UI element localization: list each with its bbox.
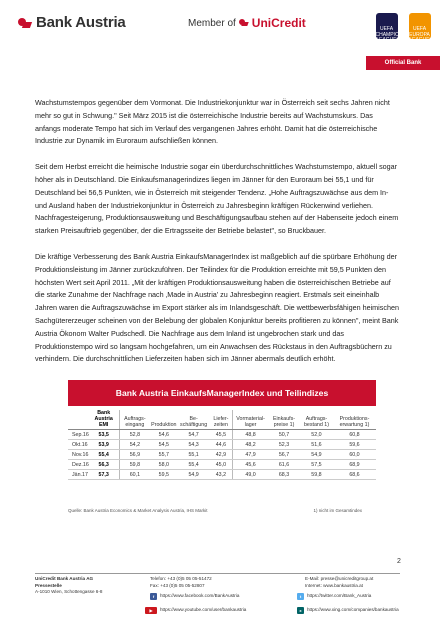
value-cell: 68,9 (333, 460, 376, 470)
value-cell: 68,6 (333, 470, 376, 480)
page-number: 2 (397, 558, 401, 565)
column-header: Be-schäftigung (178, 410, 210, 430)
month-cell: Dez.16 (68, 460, 89, 470)
value-cell: 54,3 (178, 440, 210, 450)
value-cell: 58,0 (150, 460, 177, 470)
bank-austria-mark-icon (18, 16, 32, 30)
emi-table-section (68, 380, 376, 513)
emi-cell: 56,3 (89, 460, 119, 470)
value-cell: 52,0 (300, 430, 333, 440)
month-cell: Jän.17 (68, 470, 89, 480)
website-link[interactable]: Internet: www.bankaustria.at (305, 582, 363, 588)
month-header (68, 410, 89, 430)
value-cell: 47,9 (233, 450, 269, 460)
value-cell: 48,2 (233, 440, 269, 450)
value-cell: 52,3 (268, 440, 300, 450)
value-cell: 55,1 (178, 450, 210, 460)
month-cell: Nov.16 (68, 450, 89, 460)
value-cell: 50,7 (268, 430, 300, 440)
unicredit-mark-icon (239, 18, 249, 28)
footer-contact (305, 576, 373, 589)
value-cell: 52,8 (119, 430, 150, 440)
value-cell: 56,7 (268, 450, 300, 460)
footer-phone (150, 576, 212, 589)
column-header: Produktions-erwartung 1) (333, 410, 376, 430)
bank-austria-logo (18, 14, 126, 31)
emi-table (68, 410, 376, 480)
value-cell: 54,9 (300, 450, 333, 460)
value-cell: 54,5 (150, 440, 177, 450)
value-cell: 51,6 (300, 440, 333, 450)
value-cell: 54,2 (119, 440, 150, 450)
unicredit-membership (188, 16, 306, 30)
value-cell: 59,5 (150, 470, 177, 480)
paragraph: Seit dem Herbst erreicht die heimische Industrie sogar ein überdurchschnittliches Wachstumstempo, aktuell sogar höher als in Deutschland. Die Einkaufsmanagerindizes liegen im Jänner für den Euroraum bei 55,1 und für Deutschland bei 56,5 Punkten, wie in Österreich mit steigender Tendenz. „Hohe Auftragszuwächse aus dem In- und Ausland haben der Industriekonjunktur in Österreich zu Jahresbeginn kräftigen Rückenwind verliehen. Nachfragesteigerung, Produktionsausweitung und Beschäftigungsaufbau stehen auf der Habenseite jedoch einem starken Preisauftrieb gegenüber, der die Ertragsseite der Betriebe belastet", so Bruckbauer. (35, 162, 399, 236)
value-cell: 45,6 (233, 460, 269, 470)
facebook-link[interactable]: https://www.facebook.com/BankAustria (160, 593, 240, 599)
value-cell: 60,0 (333, 450, 376, 460)
value-cell: 57,5 (300, 460, 333, 470)
xing-link[interactable]: https://www.xing.com/companies/bankaustria (307, 607, 399, 613)
value-cell: 45,5 (210, 430, 233, 440)
value-cell: 61,6 (268, 460, 300, 470)
phone: Telefon: +43 (0)5 05 05-51472 (150, 576, 212, 581)
paragraph: Die kräftige Verbesserung des Bank Austria EinkaufsManagerIndex ist maßgeblich auf die spürbare Erhöhung der Produktionsleistung im Jänner zurückzuführen. Der Teilindex für die Produktion erreichte mit 59,5 Punkten den höchsten Wert seit April 2011. „Mit der kräftigen Produktionsausweitung haben die österreichischen Betriebe auf die starke Zunahme der Nachfrage nach ‚Made in Austria' zu Jahresbeginn reagiert. Erstmals seit eineinhalb Jahren waren die Auftragszuwächse im Export stärker als im Inlandsgeschäft. Die wettbewerbsfähigen heimischen Sachgütererzeuger scheinen von der Belebung der globalen Konjunktur bereits profitieren zu können", meint Bank Austria Ökonom Walter Pudschedl. Die Nachfrage aus dem Inland ist ungebrochen stark und das Produktionstempo wird so langsam hochgefahren, um ein Anwachsen des Rückstaus in den Auftragsbüchern zu verhindern. Die durchschnittlichen Lieferzeiten haben sich im Jänner abermals deutlich erhöht. (35, 251, 399, 364)
emi-cell: 55,4 (89, 450, 119, 460)
table-header-row (68, 410, 376, 430)
fax: Fax: +43 (0)5 05 05-52807 (150, 582, 205, 588)
table-footnote: 1) nicht im Gesamtindex (313, 508, 362, 513)
value-cell: 44,6 (210, 440, 233, 450)
champions-league-logo: UEFA CHAMPIONS LEAGUE (376, 13, 398, 39)
facebook-entry[interactable] (150, 593, 239, 600)
twitter-link[interactable]: https://twitter.com/Bank_Austria (307, 593, 372, 599)
department: Pressestelle (35, 582, 62, 588)
value-cell: 60,1 (119, 470, 150, 480)
facebook-icon: f (150, 593, 157, 600)
footer-divider (35, 573, 400, 574)
footer-address (35, 576, 102, 596)
youtube-entry[interactable] (145, 607, 246, 614)
page-footer (35, 576, 405, 621)
value-cell: 54,7 (178, 430, 210, 440)
column-header: Auftrags-eingang (119, 410, 150, 430)
table-row (68, 470, 376, 480)
value-cell: 68,3 (268, 470, 300, 480)
column-header: Produktion (150, 410, 177, 430)
europa-league-logo: UEFA EUROPA LEAGUE (409, 13, 431, 39)
table-row (68, 430, 376, 440)
value-cell: 54,9 (178, 470, 210, 480)
column-header: Vormaterial-lager (233, 410, 269, 430)
youtube-icon: ▶ (145, 607, 157, 614)
value-cell: 56,9 (119, 450, 150, 460)
unicredit-name: UniCredit (251, 16, 306, 30)
column-header: Auftrags-bestand 1) (300, 410, 333, 430)
value-cell: 48,8 (233, 430, 269, 440)
uefa-sponsor-logo (366, 0, 440, 70)
column-header: Bank Austria EMI (89, 410, 119, 430)
table-row (68, 460, 376, 470)
value-cell: 59,6 (333, 440, 376, 450)
value-cell: 49,0 (233, 470, 269, 480)
twitter-icon: t (297, 593, 304, 600)
month-cell: Okt.16 (68, 440, 89, 450)
table-row (68, 450, 376, 460)
page-header (0, 0, 441, 70)
column-header: Liefer-zeiten (210, 410, 233, 430)
company-name: UniCredit Bank Austria AG (35, 576, 94, 581)
emi-cell: 53,9 (89, 440, 119, 450)
member-of-label: Member of (188, 17, 236, 29)
paragraph: Wachstumstempos gegenüber dem Vormonat. Die Industriekonjunktur war in Österreich seit sechs Jahren nicht mehr so gut in Schwung." Seit März 2015 ist die österreichische Industrie bereits auf Wachstumskurs. Das anfangs moderate Tempo hat sich im Verlauf des vergangenen Jahres erhöht. Damit hat die österreichische Industrie zur Dynamik im Euroraum aufschließen können. (35, 98, 390, 146)
value-cell: 42,9 (210, 450, 233, 460)
emi-cell: 53,5 (89, 430, 119, 440)
month-cell: Sep.16 (68, 430, 89, 440)
value-cell: 43,2 (210, 470, 233, 480)
table-title: Bank Austria EinkaufsManagerIndex und Teilindizes (68, 380, 376, 406)
column-header: Einkaufs-preise 1) (268, 410, 300, 430)
emi-cell: 57,3 (89, 470, 119, 480)
xing-entry[interactable] (297, 607, 399, 614)
value-cell: 55,7 (150, 450, 177, 460)
twitter-entry[interactable] (297, 593, 371, 600)
brand-name: Bank Austria (36, 14, 126, 31)
address: A-1010 Wien, Schottengasse 6-8 (35, 589, 103, 594)
value-cell: 55,4 (178, 460, 210, 470)
value-cell: 59,8 (300, 470, 333, 480)
table-row (68, 440, 376, 450)
value-cell: 54,6 (150, 430, 177, 440)
value-cell: 45,0 (210, 460, 233, 470)
value-cell: 60,8 (333, 430, 376, 440)
value-cell: 59,8 (119, 460, 150, 470)
xing-icon: x (297, 607, 304, 614)
email-link[interactable]: E-Mail: presse@unicreditgroup.at (305, 576, 374, 581)
youtube-link[interactable]: https://www.youtube.com/user/bankaustria (160, 607, 247, 613)
official-bank-label: Official Bank (366, 56, 440, 70)
press-release-body (35, 97, 400, 379)
table-source: Quelle: Bank Austria Economics & Market Analysis Austria, IHS Markit (68, 508, 208, 513)
